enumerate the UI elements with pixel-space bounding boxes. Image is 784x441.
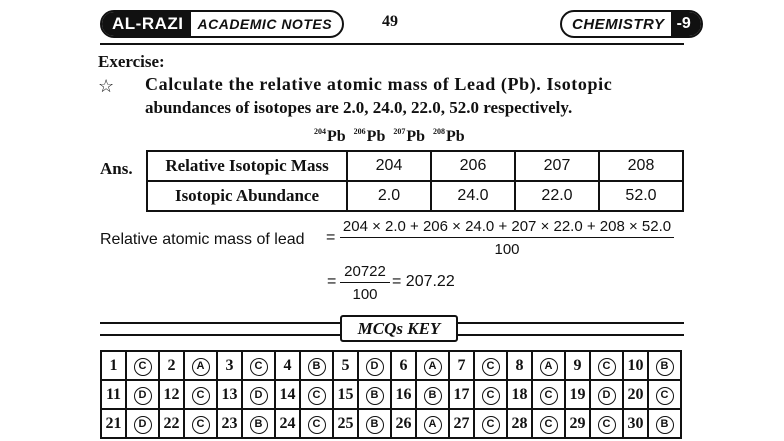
answer-cell [300,409,333,438]
table-row [101,380,681,409]
circled-answer-icon: C [192,416,210,434]
circled-answer-icon: B [656,358,674,376]
circled-answer-icon: D [134,387,152,405]
question-number: 26 [391,409,416,438]
question-number: 10 [623,351,648,380]
answer-cell [358,380,391,409]
table-cell: 22.0 [515,181,599,211]
isotope-list [314,127,465,146]
question-number: 28 [507,409,532,438]
answer-cell [126,380,159,409]
question-number: 13 [217,380,242,409]
table-row [101,409,681,438]
answer-cell [184,380,217,409]
circled-answer-icon: C [250,358,268,376]
question-number: 24 [275,409,300,438]
answer-cell [648,409,681,438]
circled-answer-icon: B [366,387,384,405]
answer-cell [242,380,275,409]
answer-cell [416,409,449,438]
answer-cell [358,351,391,380]
answer-cell [358,409,391,438]
circled-answer-icon: C [598,358,616,376]
fraction-denominator: 100 [494,241,520,258]
circled-answer-icon: C [598,416,616,434]
table-row [147,181,683,211]
circled-answer-icon: C [482,416,500,434]
answer-cell [590,380,623,409]
question-number: 30 [623,409,648,438]
circled-answer-icon: C [540,416,558,434]
table-cell: 207 [515,151,599,181]
mcq-key-title: MCQs KEY [340,315,458,342]
answer-label: Ans. [100,159,133,178]
circled-answer-icon: B [250,416,268,434]
page-number: 49 [382,13,398,30]
fraction-numerator: 20722 [340,263,390,283]
fraction-denominator: 100 [352,286,378,303]
table-cell: 2.0 [347,181,431,211]
circled-answer-icon: C [134,358,152,376]
question-number: 1 [101,351,126,380]
question-number: 6 [391,351,416,380]
fraction-simplified [340,263,390,303]
calc-label: Relative atomic mass of lead [100,231,305,248]
question-number: 27 [449,409,474,438]
question-number: 8 [507,351,532,380]
circled-answer-icon: C [656,387,674,405]
exercise-heading: Exercise: [98,52,165,71]
fraction-expanded [340,218,674,258]
answer-cell [300,351,333,380]
answer-cell [242,351,275,380]
question-number: 12 [159,380,184,409]
answer-cell [648,380,681,409]
question-number: 2 [159,351,184,380]
circled-answer-icon: B [308,358,326,376]
isotope: $^{206}$Pb [353,127,386,145]
question-line-2: abundances of isotopes are 2.0, 24.0, 22.0, 52.0 respectively. [145,98,573,117]
answer-cell [532,351,565,380]
isotope: $^{207}$Pb [393,127,426,145]
circled-answer-icon: A [424,416,442,434]
question-number: 16 [391,380,416,409]
mcq-key-table [100,350,682,439]
table-cell: 208 [599,151,683,181]
answer-cell [184,351,217,380]
answer-cell [242,409,275,438]
answer-cell [126,409,159,438]
question-number: 5 [333,351,358,380]
table-cell: 24.0 [431,181,515,211]
question-number: 29 [565,409,590,438]
answer-cell [474,351,507,380]
circled-answer-icon: C [308,416,326,434]
subject-name: CHEMISTRY [572,15,665,33]
subject-grade: -9 [671,12,701,36]
equals-sign: = [326,229,336,246]
answer-cell [590,409,623,438]
question-number: 22 [159,409,184,438]
question-number: 3 [217,351,242,380]
circled-answer-icon: C [482,358,500,376]
star-icon: ☆ [98,76,115,96]
question-number: 4 [275,351,300,380]
question-number: 20 [623,380,648,409]
table-cell: 206 [431,151,515,181]
row-label: Isotopic Abundance [147,181,347,211]
answer-cell [474,409,507,438]
question-number: 17 [449,380,474,409]
circled-answer-icon: B [424,387,442,405]
isotope: $^{204}$Pb [314,127,346,145]
circled-answer-icon: C [482,387,500,405]
isotope-table [146,150,684,212]
circled-answer-icon: C [540,387,558,405]
circled-answer-icon: B [366,416,384,434]
answer-cell [126,351,159,380]
brand-sub: ACADEMIC NOTES [197,16,333,32]
question-number: 23 [217,409,242,438]
circled-answer-icon: D [598,387,616,405]
isotope: $^{208}$Pb [433,127,465,145]
result-value: = 207.22 [392,273,455,290]
equals-sign: = [327,273,337,290]
header-divider [100,43,684,45]
circled-answer-icon: D [134,416,152,434]
brand-main: AL-RAZI [102,12,191,36]
circled-answer-icon: A [540,358,558,376]
answer-cell [300,380,333,409]
circled-answer-icon: D [366,358,384,376]
answer-cell [648,351,681,380]
answer-cell [590,351,623,380]
table-cell: 52.0 [599,181,683,211]
answer-cell [416,351,449,380]
question-number: 9 [565,351,590,380]
circled-answer-icon: C [192,387,210,405]
circled-answer-icon: A [192,358,210,376]
row-label: Relative Isotopic Mass [147,151,347,181]
answer-cell [474,380,507,409]
fraction-numerator: 204 × 2.0 + 206 × 24.0 + 207 × 22.0 + 208 × 52.0 [340,218,674,238]
subject-badge [560,10,703,38]
question-number: 19 [565,380,590,409]
table-cell: 204 [347,151,431,181]
circled-answer-icon: B [656,416,674,434]
answer-cell [416,380,449,409]
circled-answer-icon: C [308,387,326,405]
question-line-1: Calculate the relative atomic mass of Lead (Pb). Isotopic [145,74,613,94]
question-number: 15 [333,380,358,409]
question-number: 18 [507,380,532,409]
circled-answer-icon: D [250,387,268,405]
answer-cell [532,409,565,438]
answer-cell [532,380,565,409]
question-number: 11 [101,380,126,409]
brand-badge [100,10,344,38]
question-number: 25 [333,409,358,438]
table-row [101,351,681,380]
circled-answer-icon: A [424,358,442,376]
question-number: 7 [449,351,474,380]
question-number: 14 [275,380,300,409]
table-row [147,151,683,181]
question-number: 21 [101,409,126,438]
answer-cell [184,409,217,438]
